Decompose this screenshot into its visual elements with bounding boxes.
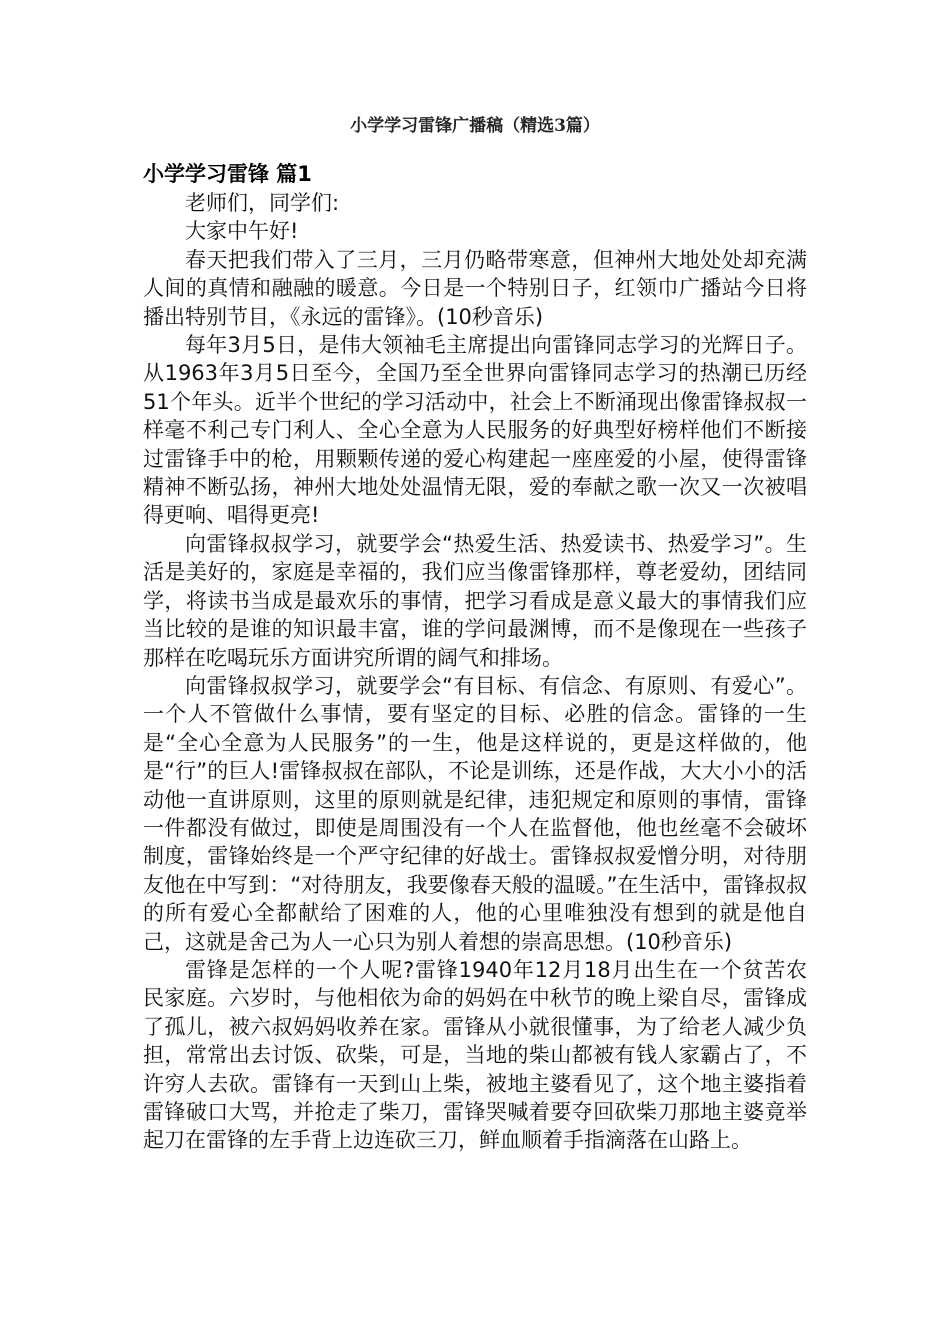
paragraph: 向雷锋叔叔学习，就要学会“有目标、有信念、有原则、有爱心”。一个人不管做什么事情，要有坚定的目标、必胜的信念。雷锋的一生是“全心全意为人民服务”的一生，他是这样说的，更是这样做的，他是“行”的巨人!雷锋叔叔在部队，不论是训练，还是作战，大大小小的活动他一直讲原则，这里的原则就是纪律，违犯规定和原则的事情，雷锋一件都没有做过，即使是周围没有一个人在监督他，他也丝毫不会破坏制度，雷锋始终是一个严守纪律的好战士。雷锋叔叔爱憎分明，对待朋友他在中写到：“对待朋友，我要像春天般的温暖。”在生活中，雷锋叔叔的所有爱心全都献给了困难的人，他的心里唯独没有想到的就是他自己，这就是舍己为人一心只为别人着想的崇高思想。(10秒音乐) <box>143 673 807 954</box>
document-title: 小学学习雷锋广播稿（精选3篇） <box>350 116 600 136</box>
paragraph: 每年3月5日，是伟大领袖毛主席提出向雷锋同志学习的光辉日子。从1963年3月5日至今，全国乃至全世界向雷锋同志学习的热潮已历经51个年头。近半个世纪的学习活动中，社会上不断涌现出像雷锋叔叔一样毫不利己专门利人、全心全意为人民服务的好典型好榜样他们不断接过雷锋手中的枪，用颗颗传递的爱心构建起一座座爱的小屋，使得雷锋精神不断弘扬，神州大地处处温情无限，爱的奉献之歌一次又一次被唱得更响、唱得更亮! <box>143 333 807 528</box>
section-heading: 小学学习雷锋 篇1 <box>143 162 312 186</box>
paragraph-salutation: 大家中午好! <box>185 219 299 244</box>
paragraph-greeting: 老师们，同学们: <box>185 191 340 215</box>
paragraph: 雷锋是怎样的一个人呢?雷锋1940年12月18月出生在一个贫苦农民家庭。六岁时，与他相依为命的妈妈在中秋节的晚上梁自尽，雷锋成了孤儿，被六叔妈妈收养在家。雷锋从小就很懂事，为了给老人减少负担，常常出去讨饭、砍柴，可是，当地的柴山都被有钱人家霸占了，不许穷人去砍。雷锋有一天到山上柴，被地主婆看见了，这个地主婆指着雷锋破口大骂，并抢走了柴刀，雷锋哭喊着要夺回砍柴刀那地主婆竟举起刀在雷锋的左手背上边连砍三刀，鲜血顺着手指滴落在山路上。 <box>143 957 807 1153</box>
paragraph: 春天把我们带入了三月，三月仍略带寒意，但神州大地处处却充满人间的真情和融融的暖意。今日是一个特别日子，红领巾广播站今日将播出特别节目，《永远的雷锋》。(10秒音乐) <box>143 247 807 329</box>
document-body <box>143 159 807 1155</box>
paragraph: 向雷锋叔叔学习，就要学会“热爱生活、热爱读书、热爱学习”。生活是美好的，家庭是幸福的，我们应当像雷锋那样，尊老爱幼，团结同学，将读书当成是最欢乐的事情，把学习看成是意义最大的事情我们应当比较的是谁的知识最丰富，谁的学问最渊博，而不是像现在一些孩子那样在吃喝玩乐方面讲究所谓的阔气和排场。 <box>143 531 807 670</box>
